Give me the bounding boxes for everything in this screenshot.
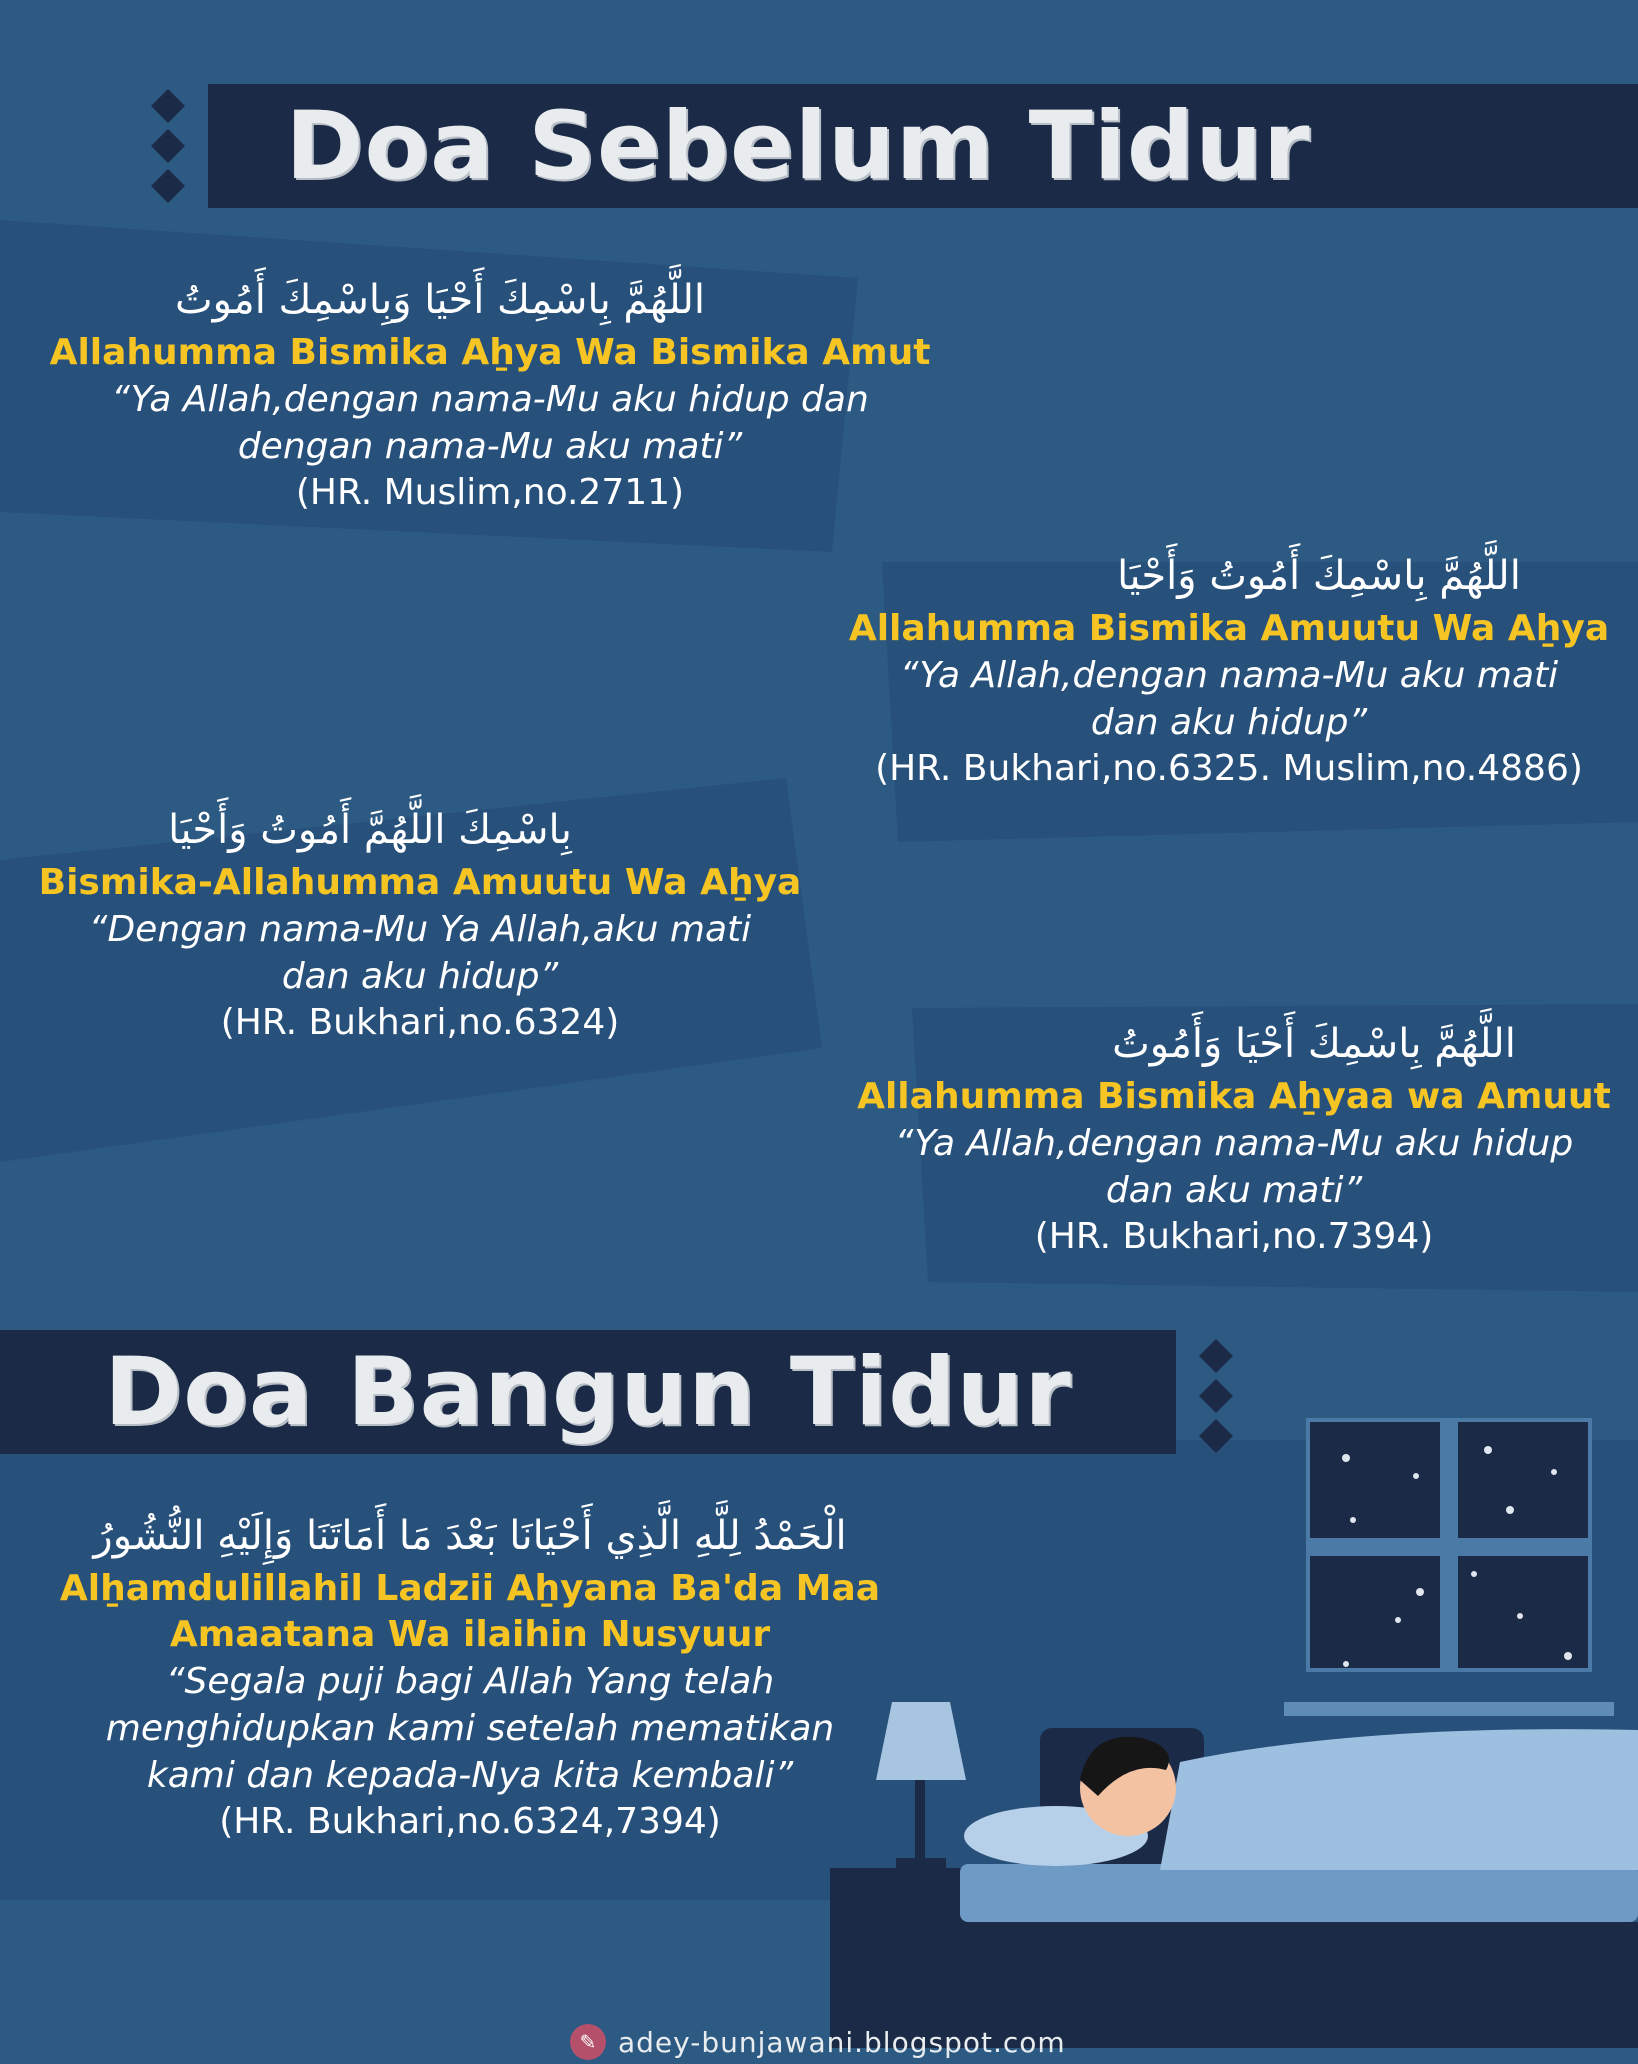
latin-text: Amaatana Wa ilaihin Nusyuur bbox=[169, 1614, 771, 1655]
meaning-line: “Ya Allah,dengan nama-Mu aku mati bbox=[899, 655, 1559, 696]
meaning-line: dan aku hidup” bbox=[1090, 702, 1368, 743]
latin-text: Allahumma Bismika Amuutu Wa Aẖya bbox=[848, 608, 1610, 649]
doa-block-1 bbox=[20, 270, 960, 516]
arabic-text: اللَّهُمَّ بِاسْمِكَ أَحْيَا وَبِاسْمِكَ أَمُوتُ bbox=[174, 277, 706, 323]
doa-block-4 bbox=[830, 1014, 1638, 1260]
meaning-line: “Ya Allah,dengan nama-Mu aku hidup bbox=[894, 1123, 1574, 1164]
doa-block-2 bbox=[820, 546, 1638, 792]
source-text: (HR. Bukhari,no.7394) bbox=[1034, 1216, 1434, 1257]
meaning-line: “Dengan nama-Mu Ya Allah,aku mati bbox=[88, 909, 752, 950]
title-band-bangun bbox=[0, 1330, 1176, 1454]
source-text: (HR. Bukhari,no.6325. Muslim,no.4886) bbox=[875, 748, 1583, 789]
latin-text: Allahumma Bismika Aẖyaa wa Amuut bbox=[857, 1076, 1611, 1117]
latin-text: Alẖamdulillahil Ladzii Aẖyana Ba'da Maa bbox=[59, 1568, 881, 1609]
meaning-line: dengan nama-Mu aku mati” bbox=[237, 426, 743, 467]
meaning-line: dan aku mati” bbox=[1105, 1170, 1363, 1211]
footer-watermark bbox=[570, 2020, 1066, 2064]
doa-block-bangun bbox=[10, 1506, 930, 1845]
doa-block-3 bbox=[20, 800, 820, 1046]
meaning-line: dan aku hidup” bbox=[281, 956, 559, 997]
arabic-text: اللَّهُمَّ بِاسْمِكَ أَمُوتُ وَأَحْيَا bbox=[1117, 553, 1521, 599]
latin-text: Bismika-Allahumma Amuutu Wa Aẖya bbox=[38, 862, 802, 903]
title-band-sebelum bbox=[208, 84, 1638, 208]
source-text: (HR. Bukhari,no.6324,7394) bbox=[219, 1801, 721, 1842]
person-icon bbox=[1080, 1737, 1176, 1836]
arabic-text: الْحَمْدُ لِلَّهِ الَّذِي أَحْيَانَا بَعْدَ مَا أَمَاتَنَا وَإِلَيْهِ النُّشُورُ bbox=[93, 1513, 847, 1559]
footer-url[interactable]: adey-bunjawani.blogspot.com bbox=[618, 2025, 1066, 2059]
meaning-line: “Segala puji bagi Allah Yang telah bbox=[165, 1661, 775, 1702]
arabic-text: بِاسْمِكَ اللَّهُمَّ أَمُوتُ وَأَحْيَا bbox=[168, 807, 572, 853]
section-title-sebelum: Doa Sebelum Tidur bbox=[285, 91, 1311, 201]
latin-text: Allahumma Bismika Aẖya Wa Bismika Amut bbox=[49, 332, 931, 373]
feather-icon: ✎ bbox=[570, 2024, 606, 2060]
source-text: (HR. Bukhari,no.6324) bbox=[220, 1002, 620, 1043]
section-title-bangun: Doa Bangun Tidur bbox=[104, 1337, 1072, 1447]
window-icon bbox=[1284, 1418, 1614, 1716]
arabic-text: اللَّهُمَّ بِاسْمِكَ أَحْيَا وَأَمُوتُ bbox=[1112, 1021, 1516, 1067]
source-text: (HR. Muslim,no.2711) bbox=[295, 472, 685, 513]
meaning-line: kami dan kepada-Nya kita kembali” bbox=[146, 1755, 794, 1796]
meaning-line: “Ya Allah,dengan nama-Mu aku hidup dan bbox=[111, 379, 869, 420]
meaning-line: menghidupkan kami setelah mematikan bbox=[105, 1708, 835, 1749]
